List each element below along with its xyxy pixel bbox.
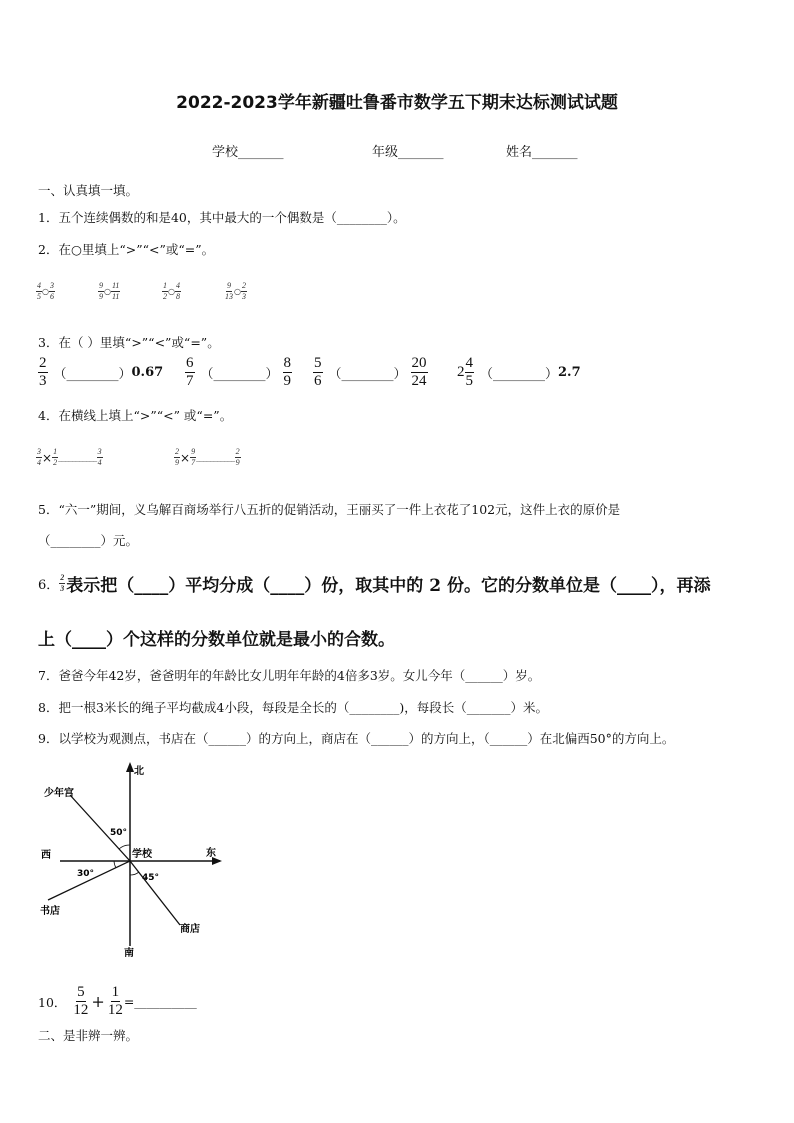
denominator: 6	[49, 292, 54, 301]
denominator: 2	[163, 292, 167, 301]
shop-label: 商店	[180, 924, 200, 935]
numerator: 2	[39, 355, 47, 371]
q4-item-1	[36, 448, 103, 467]
denominator: 6	[314, 373, 322, 389]
north-arrow-icon	[126, 762, 134, 772]
numerator: 1	[111, 984, 120, 1000]
denominator: 11	[111, 292, 120, 301]
question-1: 1．五个连续偶数的和是40，其中最大的一个偶数是（________）。	[38, 210, 406, 225]
school-label: 学校	[132, 849, 152, 860]
angle-30-label: 30°	[77, 869, 95, 879]
grade-field[interactable]: 年级_______	[372, 145, 444, 160]
numerator: 11	[111, 281, 120, 290]
shop-ray	[130, 861, 180, 925]
question-5-line-1: 5．“六一”期间，义乌解百商场举行八五折的促销活动，王丽买了一件上衣花了102元，这件上衣的原价是	[38, 502, 621, 517]
numerator: 4	[37, 281, 41, 290]
compare-circle[interactable]: ○	[168, 287, 175, 296]
numerator: 3	[97, 447, 102, 456]
answer-blank[interactable]: （________）	[328, 367, 407, 382]
q2-item-3	[162, 282, 181, 301]
numerator: 4	[465, 355, 473, 371]
south-label: 南	[124, 948, 134, 959]
angle-45-label: 45°	[142, 873, 160, 883]
question-number: 6．	[38, 578, 60, 593]
angle-50-label: 50°	[110, 828, 128, 838]
section-2-heading: 二、是非辨一辨。	[38, 1028, 139, 1043]
numerator: 2	[241, 281, 246, 290]
question-number: 10．	[38, 994, 67, 1010]
answer-blank[interactable]: （________）	[53, 367, 132, 382]
school-field[interactable]: 学校_______	[212, 145, 284, 160]
youth-palace-label: 少年宫	[44, 788, 74, 799]
times-sign: ×	[42, 450, 53, 465]
answer-line[interactable]: ___________	[58, 453, 97, 462]
denominator: 7	[191, 458, 196, 467]
numerator: 1	[163, 281, 167, 290]
denominator: 12	[73, 1002, 89, 1018]
numerator: 4	[175, 281, 180, 290]
question-4: 4．在横线上填上“>”“<” 或“=”。	[38, 408, 233, 423]
angle-arc-se	[130, 872, 139, 875]
answer-blank[interactable]: （________）	[200, 367, 279, 382]
question-6-line-2: 上（____）个这样的分数单位就是最小的合数。	[38, 630, 395, 650]
bookstore-ray	[48, 861, 130, 900]
direction-diagram	[30, 762, 230, 962]
numerator: 5	[77, 984, 85, 1000]
numerator: 3	[37, 447, 41, 456]
denominator: 7	[186, 373, 194, 389]
numerator: 9	[227, 281, 231, 290]
compare-value: 0.67	[131, 365, 164, 380]
compare-circle[interactable]: ○	[104, 287, 111, 296]
denominator: 5	[37, 292, 41, 301]
question-6-text: 表示把（____）平均分成（____）份，取其中的 2 份。它的分数单位是（____），再添	[66, 576, 711, 596]
denominator: 5	[465, 373, 473, 389]
question-8: 8．把一根3米长的绳子平均截成4小段，每段是全长的（________)，每段长（_______）米。	[38, 700, 548, 715]
answer-line[interactable]: =__________	[123, 994, 197, 1009]
denominator: 4	[97, 458, 102, 467]
compare-circle[interactable]: ○	[234, 287, 241, 296]
angle-arc-nw	[119, 845, 130, 849]
q3-item-3	[313, 356, 428, 389]
compare-value: 2.7	[558, 365, 581, 380]
denominator: 9	[99, 292, 103, 301]
question-10	[38, 985, 197, 1018]
section-1-heading: 一、认真填一填。	[38, 183, 139, 198]
numerator: 5	[314, 355, 322, 371]
question-7: 7．爸爸今年42岁，爸爸明年的年龄比女儿明年年龄的4倍多3岁。女儿今年（______）岁。	[38, 668, 541, 683]
q3-item-2	[185, 356, 292, 389]
bookstore-label: 书店	[40, 906, 60, 917]
denominator: 12	[107, 1002, 123, 1018]
angle-arc-sw	[114, 861, 116, 868]
q2-item-4	[224, 282, 247, 301]
question-2: 2．在○里填上“>”“<”或“=”。	[38, 242, 215, 257]
answer-line[interactable]: ___________	[196, 453, 235, 462]
q2-item-2	[98, 282, 120, 301]
question-6-line-1	[38, 571, 710, 596]
q3-item-1	[38, 356, 163, 389]
denominator: 3	[241, 292, 246, 301]
compare-circle[interactable]: ○	[42, 287, 49, 296]
denominator: 9	[235, 458, 240, 467]
answer-blank[interactable]: （________）	[480, 367, 559, 382]
denominator: 3	[60, 584, 65, 593]
numerator: 20	[411, 355, 427, 371]
west-label: 西	[41, 850, 51, 861]
numerator: 8	[283, 355, 292, 371]
denominator: 9	[175, 458, 179, 467]
page-title: 2022-2023学年新疆吐鲁番市数学五下期末达标测试试题	[176, 93, 618, 113]
name-field[interactable]: 姓名_______	[506, 145, 578, 160]
numerator: 6	[186, 355, 194, 371]
question-5-line-2: （________）元。	[38, 533, 139, 548]
numerator: 2	[235, 447, 240, 456]
numerator: 2	[175, 447, 179, 456]
question-9: 9．以学校为观测点，书店在（______）的方向上，商店在（______）的方向上，（______）在北偏西50°的方向上。	[38, 731, 675, 746]
numerator: 9	[191, 447, 196, 456]
q2-item-1	[36, 282, 55, 301]
denominator: 24	[411, 373, 427, 389]
denominator: 13	[225, 292, 233, 301]
denominator: 8	[175, 292, 180, 301]
denominator: 4	[37, 458, 41, 467]
q4-item-2	[174, 448, 241, 467]
times-sign: ×	[180, 450, 191, 465]
plus-sign: +	[91, 992, 105, 1011]
question-3: 3．在（ ）里填“>”“<”或“=”。	[38, 335, 220, 350]
denominator: 2	[53, 458, 58, 467]
q3-item-4	[457, 356, 581, 389]
north-label: 北	[134, 766, 144, 777]
numerator: 3	[49, 281, 54, 290]
east-label: 东	[206, 848, 216, 859]
numerator: 1	[53, 447, 58, 456]
numerator: 2	[60, 573, 65, 582]
denominator: 9	[283, 373, 292, 389]
numerator: 9	[99, 281, 103, 290]
denominator: 3	[39, 373, 47, 389]
whole-number: 2	[457, 364, 465, 380]
